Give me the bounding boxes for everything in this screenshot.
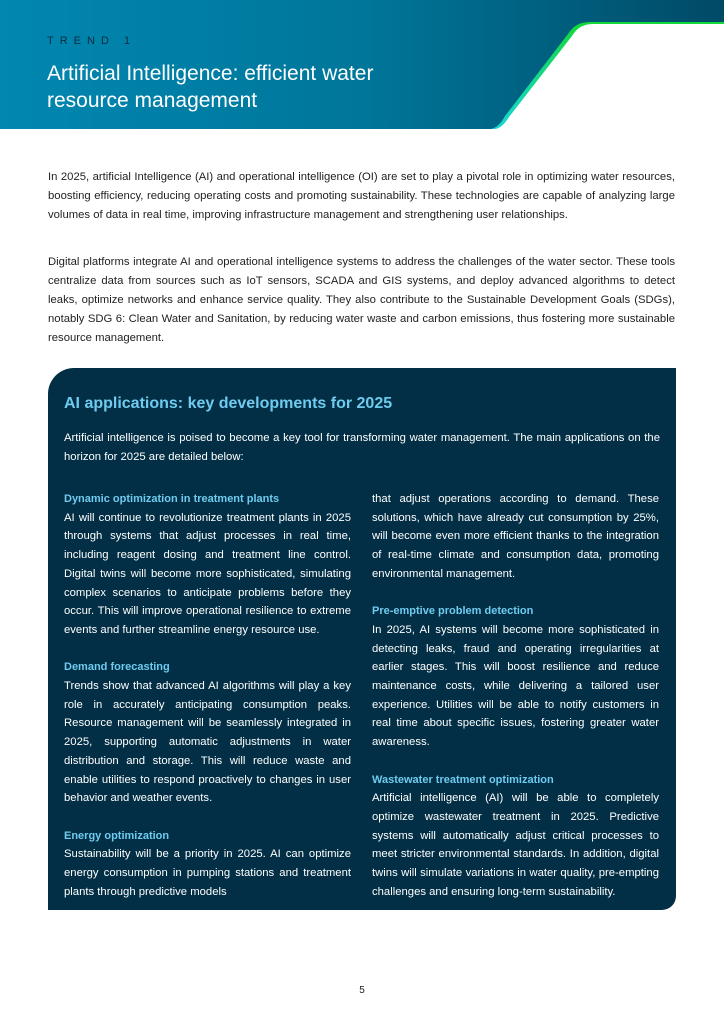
trend-label: TREND 1	[47, 35, 137, 47]
box-intro: Artificial intelligence is poised to become a key tool for transforming water management. The main applications on the horizon for 2025 are detailed below:	[64, 432, 660, 463]
box-title: AI applications: key developments for 2025	[64, 395, 393, 412]
intro-paragraph: In 2025, artificial Intelligence (AI) and operational intelligence (OI) are set to play a pivotal role in optimizing water resources, boosting efficiency, reducing operating costs and promoting sustainability. These technologies are capable of analyzing large volumes of data in real time, improving infrastructure management and strengthening user relationships.	[48, 171, 675, 221]
page-title: Artificial Intelligence: efficient water resource management	[47, 62, 374, 112]
section	[372, 771, 659, 902]
section	[64, 658, 351, 808]
section-heading: Wastewater treatment optimization	[372, 773, 554, 786]
section-text-continued: that adjust operations according to demand. These solutions, which have already cut consumption by 25%, will become even more efficient thanks to the integration of real-time climate and consumption data, promoting environmental management.	[372, 493, 659, 580]
section-text: In 2025, AI systems will become more sophisticated in detecting leaks, fraud and operating irregularities at earlier stages. This will boost resilience and reduce maintenance costs, while delivering a tailored user experience. Utilities will be able to notify customers in real time about specific issues, fostering greater water awareness.	[372, 623, 659, 749]
section-heading: Dynamic optimization in treatment plants	[64, 493, 280, 505]
section-text: Trends show that advanced AI algorithms will play a key role in accurately anticipating consumption peaks. Resource management will be seamlessly integrated in 2025, supporting automatic adjustments in water distribution and storage. This will reduce waste and enable utilities to respond proactively to changes in user behavior and weather events.	[64, 680, 351, 805]
section-text: Artificial intelligence (AI) will be able to completely optimize wastewater treatment in 2025. Predictive systems will automatically adjust critical processes to meet stricter environmental standards. In addition, digital twins will simulate variations in water quality, pre-empting challenges and ensuring long-term sustainability.	[372, 792, 659, 898]
ai-applications-box	[48, 368, 676, 910]
section-heading: Energy optimization	[64, 829, 170, 842]
header-banner	[0, 0, 724, 129]
section	[372, 602, 659, 752]
section-text: AI will continue to revolutionize treatment plants in 2025 through systems that adjust processes in real time, including reagent dosing and treatment line control. Digital twins will become more sophisticated, simulating complex scenarios to anticipate problems before they occur. This will improve operational resilience to extreme events and further streamline energy resource use.	[64, 511, 351, 636]
intro-paragraph: Digital platforms integrate AI and operational intelligence systems to address the challenges of the water sector. These tools centralize data from sources such as IoT sensors, SCADA and GIS systems, and deploy advanced algorithms to detect leaks, optimize networks and enhance service quality. They also contribute to the Sustainable Development Goals (SDGs), notably SDG 6: Clean Water and Sanitation, by reducing water waste and carbon emissions, thus fostering more sustainable resource management.	[48, 256, 675, 344]
section	[64, 827, 351, 902]
section	[64, 490, 351, 640]
left-column	[64, 490, 351, 920]
right-column	[372, 490, 659, 920]
section-heading: Demand forecasting	[64, 661, 170, 674]
page-number: 5	[359, 985, 365, 996]
section-heading: Pre-emptive problem detection	[372, 605, 534, 618]
section-text: Sustainability will be a priority in 2025. AI can optimize energy consumption in pumping stations and treatment plants through predictive models	[64, 848, 351, 898]
